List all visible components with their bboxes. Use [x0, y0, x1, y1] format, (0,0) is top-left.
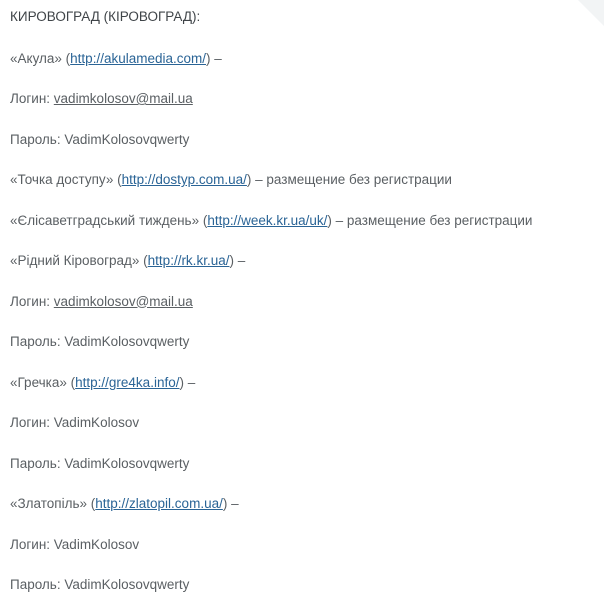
- entry-name-prefix: «Точка доступу» (: [10, 172, 122, 187]
- login-value: VadimKolosov: [53, 415, 140, 430]
- entry-name-suffix: ) – размещение без регистрации: [327, 212, 533, 228]
- page-corner-fold: [578, 0, 604, 26]
- entry-name-suffix: ) –: [222, 496, 239, 511]
- entry-link[interactable]: http://akulamedia.com/: [70, 50, 206, 66]
- entry-link[interactable]: http://week.kr.ua/uk/: [207, 212, 328, 228]
- entry-name-suffix: ) – размещение без регистрации: [246, 172, 452, 187]
- entry-login-line: [10, 416, 590, 430]
- entry-site-line: [10, 497, 590, 511]
- entry-link[interactable]: http://rk.kr.ua/: [147, 253, 230, 268]
- entry-site-line: [10, 214, 590, 228]
- entry-name-prefix: «Єлісаветградський тиждень» (: [10, 212, 208, 228]
- entry-login-line: [10, 295, 590, 309]
- login-value[interactable]: vadimkolosov@mail.ua: [53, 91, 193, 106]
- entry-name-prefix: «Гречка» (: [10, 374, 76, 390]
- login-label: Логин:: [10, 536, 54, 552]
- entry-name-suffix: ) –: [206, 50, 222, 66]
- entry-site-line: [10, 376, 590, 390]
- password-value: VadimKolosovqwerty: [64, 577, 190, 592]
- password-value: VadimKolosovqwerty: [64, 455, 190, 471]
- login-value: VadimKolosov: [53, 536, 140, 552]
- entry-link[interactable]: http://zlatopil.com.ua/: [95, 496, 223, 511]
- entry-site-line: [10, 173, 590, 187]
- password-label: Пароль:: [10, 334, 65, 349]
- entry-password-line: [10, 578, 590, 592]
- entry-site-line: [10, 254, 590, 268]
- entry-login-line: [10, 538, 590, 552]
- password-value: VadimKolosovqwerty: [64, 131, 190, 147]
- entry-name-prefix: «Златопіль» (: [10, 496, 96, 511]
- entry-name-suffix: ) –: [229, 253, 246, 268]
- entry-site-line: [10, 52, 590, 66]
- entry-name-prefix: «Акула» (: [10, 50, 71, 66]
- login-label: Логин:: [10, 293, 54, 309]
- entry-link[interactable]: http://gre4ka.info/: [75, 374, 180, 390]
- entry-login-line: [10, 92, 590, 106]
- page-title: КИРОВОГРАД (КІРОВОГРАД):: [10, 9, 201, 24]
- login-value[interactable]: vadimkolosov@mail.ua: [53, 293, 193, 309]
- password-label: Пароль:: [10, 455, 65, 471]
- entry-link[interactable]: http://dostyp.com.ua/: [121, 172, 247, 187]
- login-label: Логин:: [10, 415, 54, 430]
- login-label: Логин:: [10, 91, 54, 106]
- password-value: VadimKolosovqwerty: [64, 334, 190, 349]
- password-label: Пароль:: [10, 577, 65, 592]
- entry-name-suffix: ) –: [179, 374, 196, 390]
- password-label: Пароль:: [10, 131, 65, 147]
- entry-password-line: [10, 133, 590, 147]
- entry-name-prefix: «Рідний Кіровоград» (: [10, 253, 148, 268]
- entry-password-line: [10, 335, 590, 349]
- entry-password-line: [10, 457, 590, 471]
